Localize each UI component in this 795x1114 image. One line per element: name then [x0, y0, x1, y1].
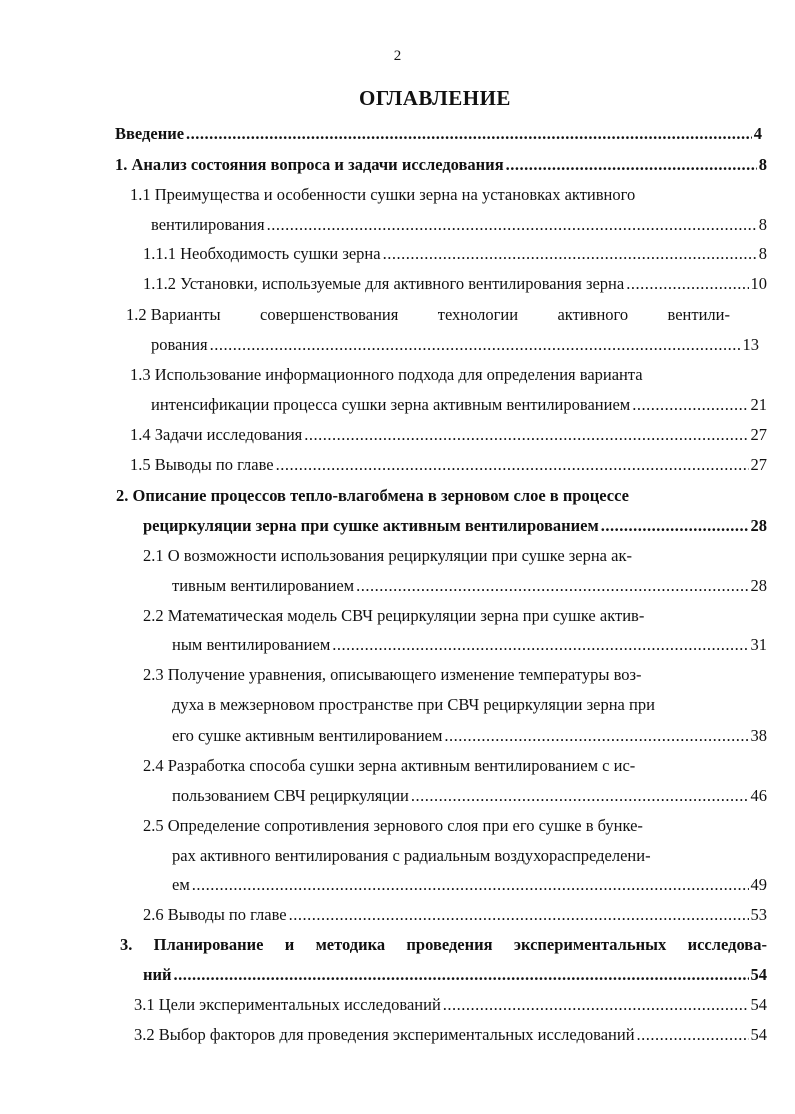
- toc-intro: [115, 124, 762, 144]
- toc-section-1-1: вентилирования ..... 8: [151, 215, 767, 235]
- dot-leader: [276, 455, 749, 475]
- dot-leader: [210, 335, 741, 355]
- toc-section-1-2-page: 13: [742, 335, 759, 354]
- toc-section-2-2-page: 31: [750, 635, 767, 654]
- toc-chapter-2: рециркуляции зерна при сушке активным вентилированием ..... 28: [143, 516, 767, 536]
- toc-section-1-5-page: 27: [750, 455, 767, 474]
- toc-section-2-6: 2.6 Выводы по главе ..... 53: [143, 905, 767, 925]
- toc-section-3-1: 3.1 Цели экспериментальных исследований ..... 54: [134, 995, 767, 1015]
- toc-chapter-3-page: 54: [750, 965, 767, 984]
- toc-intro-text: Введение: [115, 124, 185, 143]
- dot-leader: [383, 244, 757, 264]
- toc-section-1-1-line1: 1.1 Преимущества и особенности сушки зерна на установках активного: [130, 185, 636, 204]
- toc-section-3-2: 3.2 Выбор факторов для проведения экспериментальных исследований ..... 54: [134, 1025, 767, 1045]
- toc-section-2-5-line2: рах активного вентилирования с радиальным воздухораспределени-: [172, 846, 651, 865]
- toc-section-1-1-2-page: 10: [750, 274, 767, 293]
- toc-section-1-3-line1: 1.3 Использование информационного подхода для определения варианта: [130, 365, 643, 384]
- toc-section-1-1-1: 1.1.1 Необходимость сушки зерна ..... 8: [143, 244, 767, 264]
- toc-section-1-1-page: 8: [758, 215, 767, 234]
- toc-chapter-2-line1: 2. Описание процессов тепло-влагобмена в зерновом слое в процессе: [116, 486, 629, 505]
- dot-leader: [332, 635, 748, 655]
- dot-leader: [411, 786, 749, 806]
- dot-leader: [444, 726, 748, 746]
- toc-section-1-2-line1: 1.2 Варианты совершенствования технологии активного вентили-: [126, 305, 730, 324]
- toc-section-2-2-line1: 2.2 Математическая модель СВЧ рециркуляции зерна при сушке актив-: [143, 606, 645, 625]
- toc-chapter-2-page: 28: [750, 516, 767, 535]
- dot-leader: [289, 905, 749, 925]
- toc-intro-page: 4: [753, 124, 762, 143]
- dot-leader: [356, 576, 748, 596]
- toc-chapter-1-page: 8: [758, 155, 767, 174]
- toc-section-2-5-page: 49: [750, 875, 767, 894]
- toc-section-2-1-line1: 2.1 О возможности использования рециркуляции при сушке зерна ак-: [143, 546, 632, 565]
- toc-section-3-2-page: 54: [750, 1025, 767, 1044]
- toc-section-1-4-page: 27: [750, 425, 767, 444]
- toc-section-1-2: рования ..... 13: [151, 335, 759, 355]
- toc-section-1-1-2: 1.1.2 Установки, используемые для активного вентилирования зерна ..... 10: [143, 274, 767, 294]
- dot-leader: [506, 155, 757, 175]
- toc-section-1-1-1-page: 8: [758, 244, 767, 263]
- toc-section-2-3-line1: 2.3 Получение уравнения, описывающего изменение температуры воз-: [143, 665, 642, 684]
- toc-section-2-3-line2: духа в межзерновом пространстве при СВЧ рециркуляции зерна при: [172, 695, 655, 714]
- toc-section-1-3: интенсификации процесса сушки зерна активным вентилированием ..... 21: [151, 395, 767, 415]
- toc-section-2-5: ем ..... 49: [172, 875, 767, 895]
- toc-section-2-4-page: 46: [750, 786, 767, 805]
- toc-section-2-6-page: 53: [750, 905, 767, 924]
- toc-section-1-4: 1.4 Задачи исследования ..... 27: [130, 425, 767, 445]
- toc-section-2-4: пользованием СВЧ рециркуляции ..... 46: [172, 786, 767, 806]
- toc-section-2-1: тивным вентилированием ..... 28: [172, 576, 767, 596]
- dot-leader: [174, 965, 749, 985]
- dot-leader: [637, 1025, 749, 1045]
- dot-leader: [267, 215, 757, 235]
- toc-chapter-1: [115, 155, 767, 175]
- dot-leader: [626, 274, 748, 294]
- toc-section-2-3: его сушке активным вентилированием ..... 38: [172, 726, 767, 746]
- toc-section-1-5: 1.5 Выводы по главе ..... 27: [130, 455, 767, 475]
- toc-section-3-1-page: 54: [750, 995, 767, 1014]
- page-number: 2: [393, 48, 402, 64]
- dot-leader: [186, 124, 752, 144]
- page-title: ОГЛАВЛЕНИЕ: [359, 86, 511, 110]
- toc-section-2-2: ным вентилированием ..... 31: [172, 635, 767, 655]
- dot-leader: [192, 875, 749, 895]
- toc-section-2-4-line1: 2.4 Разработка способа сушки зерна активным вентилированием с ис-: [143, 756, 636, 775]
- toc-section-2-5-line1: 2.5 Определение сопротивления зернового слоя при его сушке в бунке-: [143, 816, 643, 835]
- toc-chapter-1-text: 1. Анализ состояния вопроса и задачи исследования: [115, 155, 504, 174]
- dot-leader: [304, 425, 748, 445]
- dot-leader: [443, 995, 749, 1015]
- toc-section-2-1-page: 28: [750, 576, 767, 595]
- toc-chapter-3: ний ..... 54: [143, 965, 767, 985]
- dot-leader: [632, 395, 748, 415]
- dot-leader: [601, 516, 749, 536]
- toc-section-1-3-page: 21: [750, 395, 767, 414]
- toc-section-2-3-page: 38: [750, 726, 767, 745]
- toc-chapter-3-line1: 3. Планирование и методика проведения экспериментальных исследова-: [120, 935, 767, 954]
